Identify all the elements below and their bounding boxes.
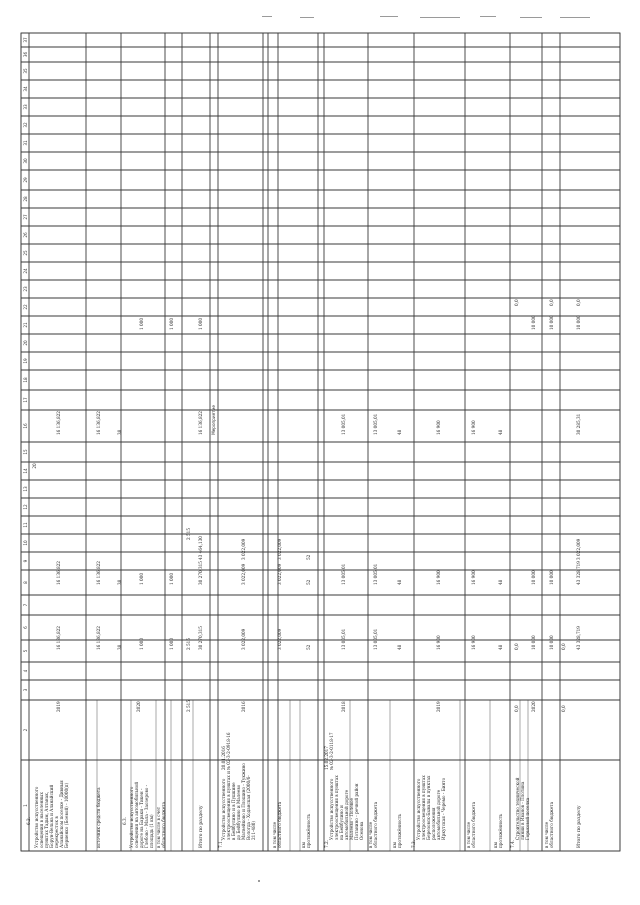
column-number: 32: [23, 122, 28, 128]
contract-number: № 02-3-2-0918-16: [226, 732, 231, 770]
cell-value: 3 022,009: [241, 628, 246, 650]
column-number: 16: [23, 423, 28, 429]
row-name-line: Березовск-Бывалы в пунктах: [426, 775, 431, 840]
row-name-line: Потанино - речной район: [354, 783, 359, 840]
cell-value: 16 136,822: [56, 626, 61, 650]
row-unit-label: км: [493, 842, 498, 848]
row-unit-label: км: [392, 842, 397, 848]
row-year: 2019: [56, 701, 61, 712]
row-7-3: [411, 420, 503, 848]
row-name-line: Борун-Вельна и Аланайский: [49, 784, 54, 848]
row-name-line: до Бейбулино и Малеево: [236, 784, 241, 840]
row-name-line: электроосвещения в пунктах: [421, 775, 426, 840]
row-name-line: электроосвещения в пунктах: [334, 775, 339, 840]
contract-date: 15.02.2017: [324, 746, 329, 770]
cell-value: 16 136,822: [96, 626, 101, 650]
cell-value: 16 900: [436, 635, 441, 650]
cell-value: 3 022,009: [576, 538, 581, 560]
cell-value: 48: [397, 644, 402, 650]
cell-value: 38: [117, 429, 122, 435]
column-number: 24: [23, 268, 28, 274]
cell-value: 0,0: [561, 643, 566, 650]
page-number: 20: [32, 463, 37, 469]
row-name-line: Глебово - Мала - Заозерово -: [144, 784, 149, 848]
cell-value: 1 000: [139, 573, 144, 585]
row-year: 2020: [531, 701, 536, 712]
cell-value: 10 000: [549, 635, 554, 650]
scan-artifacts: [258, 16, 590, 882]
cell-value: 13 005,01: [373, 413, 378, 435]
cell-value: 3 022,009: [277, 563, 282, 585]
cell-value: 30 270,315: [198, 561, 203, 585]
row-total-7: [561, 299, 582, 848]
row-name-line: на Бейбулино и: [339, 805, 344, 840]
row-unit-label: протяжённость: [397, 813, 402, 848]
row-sub-label: в том числе: [272, 821, 277, 848]
column-number: 9: [23, 559, 28, 563]
cell-value: 43 328,719: [576, 561, 581, 585]
cell-value: 10 000: [549, 570, 554, 585]
cell-value: 10 000: [531, 570, 536, 585]
row-sub-label: областного бюджета: [277, 801, 282, 848]
row-name-line: Осенова: [359, 821, 364, 840]
cell-value: 2 515: [186, 700, 191, 712]
row-unit-label: протяжённость: [498, 813, 503, 848]
cell-value: 0,0: [561, 705, 566, 712]
column-number: 17: [23, 397, 28, 403]
cell-value: 48: [498, 429, 503, 435]
column-number: 4: [23, 669, 28, 673]
row-sub-label: областного бюджета: [549, 801, 554, 848]
column-number: 12: [23, 504, 28, 510]
cell-value: 13 005,01: [341, 628, 346, 650]
column-number: 29: [23, 177, 28, 183]
column-number: 33: [23, 104, 28, 110]
row-7-4: [510, 299, 554, 848]
row-number: 7.2.: [324, 840, 329, 848]
cell-value: 10 000: [549, 315, 554, 330]
row-number: 7.1.: [218, 840, 223, 848]
row-name-line: Устройство искусственного: [329, 778, 334, 840]
cell-value: 16 900: [436, 420, 441, 435]
row-name-line: Иркутская - Черемо - Бинто: [441, 777, 446, 840]
row-name-line: Вологда - Ходанская (2000/6-: [246, 775, 251, 840]
column-number: 11: [23, 522, 28, 528]
cell-value: 16 900: [471, 570, 476, 585]
cell-value: 13 005,01: [341, 563, 346, 585]
row-unit-label: протяжённость: [306, 813, 311, 848]
row-sub-label: областного бюджета: [471, 801, 476, 848]
cell-value: 48: [498, 579, 503, 585]
row-number: 7.4.: [510, 840, 515, 848]
row-unit-label: км: [301, 842, 306, 848]
cell-value: 48: [397, 579, 402, 585]
cell-value: 1 000: [169, 638, 174, 650]
cell-value: 0,0: [514, 705, 519, 712]
cell-value: 48: [498, 644, 503, 650]
row-name-line: площадь (1 км): [149, 814, 154, 848]
column-number: 1: [23, 804, 28, 807]
cell-value: 52: [306, 554, 311, 560]
cell-value: 52: [306, 644, 311, 650]
row-name-line: в Бейбулино и в Пушкине: [231, 782, 236, 840]
row-year: 2019: [436, 701, 441, 712]
row-sub-label: областного бюджета: [161, 801, 166, 848]
cell-value: 52: [306, 579, 311, 585]
cell-value: 0,0: [514, 299, 519, 306]
column-number: 2: [23, 728, 28, 732]
column-number: 15: [23, 449, 28, 455]
row-name-line: освещения на автомобильной: [134, 781, 139, 848]
cell-value: 3 022,009: [241, 538, 246, 560]
cell-value: 2 515: [186, 528, 191, 540]
row-name-line: автомобильной дороге: [344, 789, 349, 840]
column-number: 8: [23, 581, 28, 584]
row-sub-label: в том числе: [544, 821, 549, 848]
cell-value: 0,0: [549, 299, 554, 306]
cell-value: 10 000: [531, 315, 536, 330]
cell-value: 3 022,009: [241, 563, 246, 585]
cell-value: 1 000: [139, 318, 144, 330]
column-number: 5: [23, 649, 28, 653]
cell-value: 16 136,822: [56, 561, 61, 585]
cell-value: 48: [397, 429, 402, 435]
row-name-line: Малеево - Полевое: [349, 797, 354, 840]
column-number: 19: [23, 358, 28, 364]
column-number: 22: [23, 304, 28, 310]
cell-value: 38: [117, 644, 122, 650]
cell-value: 16 136,822: [56, 411, 61, 435]
column-number: 23: [23, 286, 28, 292]
cell-value: 10 000: [531, 635, 536, 650]
row-name-line: Устройство искусственного: [129, 786, 134, 848]
column-number: 6: [23, 626, 28, 629]
column-number: 36: [23, 51, 28, 58]
row-name-line: линии в Иванов - Плотина: [520, 781, 525, 840]
cell-value: 1 000: [169, 318, 174, 330]
row-name-line: Горьковой поселка: [525, 797, 530, 840]
cell-value: 13 005,01: [373, 563, 378, 585]
total-label: Итого по разделу: [199, 805, 204, 848]
column-number: 18: [23, 377, 28, 383]
column-number: 31: [23, 140, 28, 146]
section-header: Мероприятие: [211, 405, 216, 435]
row-name-line: 211-480): [251, 820, 256, 840]
cell-value: 1 000: [139, 638, 144, 650]
cell-value: 13 005,01: [341, 413, 346, 435]
row-name-line: автомобильной дороге: [436, 789, 441, 840]
column-number: 30: [23, 158, 28, 164]
column-number: 20: [23, 340, 28, 346]
column-number: 26: [23, 232, 28, 238]
cell-value: 10 000: [576, 315, 581, 330]
row-name-line: Устройство искусственного: [34, 786, 39, 848]
row-sub-label: областного бюджета: [373, 801, 378, 848]
cell-value: 16 900: [436, 570, 441, 585]
row-name-line: Устройство искусственного: [416, 778, 421, 840]
cell-value: 16 900: [471, 420, 476, 435]
cell-value: 3 022,009: [277, 628, 282, 650]
row-sub-label: в том числе: [368, 821, 373, 848]
column-number: 25: [23, 250, 28, 256]
cell-value: 16 136,822: [96, 411, 101, 435]
cell-value: 16 136,822: [198, 411, 203, 435]
row-7-1: [218, 538, 311, 848]
cell-value: 30 270,315: [198, 626, 203, 650]
row-6-2: [26, 411, 101, 848]
cell-value: 0,0: [576, 299, 581, 306]
column-number: 10: [23, 540, 28, 546]
column-number: 35: [23, 68, 28, 74]
row-name-line: Строительство технической: [515, 777, 520, 840]
cell-value: 16 136,822: [96, 561, 101, 585]
row-name-line: освещения в населенных: [39, 792, 44, 848]
cell-value: 30 285,31: [576, 413, 581, 435]
row-name-line: расположения: [431, 807, 436, 840]
row-total-6: [186, 318, 204, 848]
row-name-line: электроосвещения в пунктах и: [226, 771, 231, 840]
row-number: 6.3.: [122, 817, 127, 825]
column-number: 3: [23, 688, 28, 692]
column-number: 37: [23, 37, 28, 43]
row-sub-label: в том числе в счет: [156, 806, 161, 848]
column-number-row: [23, 37, 28, 807]
row-name-line: Устройство искусственного: [221, 778, 226, 840]
total-label: Итого по разделу: [577, 805, 582, 848]
column-number: 13: [23, 486, 28, 492]
cell-value: 16 900: [471, 635, 476, 650]
row-year: 2018: [341, 701, 346, 712]
cell-value: 1 000: [198, 318, 203, 330]
contract-number: № 02-3-2-0118-17: [329, 732, 334, 770]
row-year: 2016: [241, 701, 246, 712]
cell-value: 43 464,130: [198, 536, 203, 560]
cell-value: 43 328,719: [576, 626, 581, 650]
cell-value: 1 000: [169, 573, 174, 585]
column-number: 21: [23, 322, 28, 328]
row-number: 6.2.: [26, 817, 31, 825]
column-number: 28: [23, 196, 28, 202]
column-number: 7: [23, 603, 28, 607]
row-name-line: перекресток в: [54, 816, 59, 848]
cell-value: 2 515: [186, 638, 191, 650]
row-sub-label: в том числе: [466, 821, 471, 848]
row-name-line: Бериенко (Боевой) - 10000(п): [64, 782, 69, 848]
cell-value: 38: [117, 579, 122, 585]
row-year: 2020: [136, 701, 141, 712]
row-sub-label: источник средств бюджета: [96, 787, 101, 848]
column-number: 34: [23, 86, 28, 92]
column-dividers: [21, 33, 620, 851]
column-number: 14: [23, 468, 28, 474]
row-name-line: Аланайском поселке - Дивныя: [59, 780, 64, 848]
column-number: 27: [23, 214, 28, 220]
row-7-2: [324, 413, 402, 848]
row-number: 7.3.: [411, 840, 416, 848]
contract-date: 20.01.2016: [221, 746, 226, 770]
cell-value: 3 022,009: [277, 538, 282, 560]
cell-value: 13 005,01: [373, 628, 378, 650]
row-name-line: Матвейково и Плошино - Тукжино: [241, 763, 246, 840]
row-name-line: пунктах Тадым, Алтанак,: [44, 791, 49, 848]
row-name-line: дороге на Бараки - Тикен -: [139, 788, 144, 848]
cell-value: 0,0: [514, 643, 519, 650]
